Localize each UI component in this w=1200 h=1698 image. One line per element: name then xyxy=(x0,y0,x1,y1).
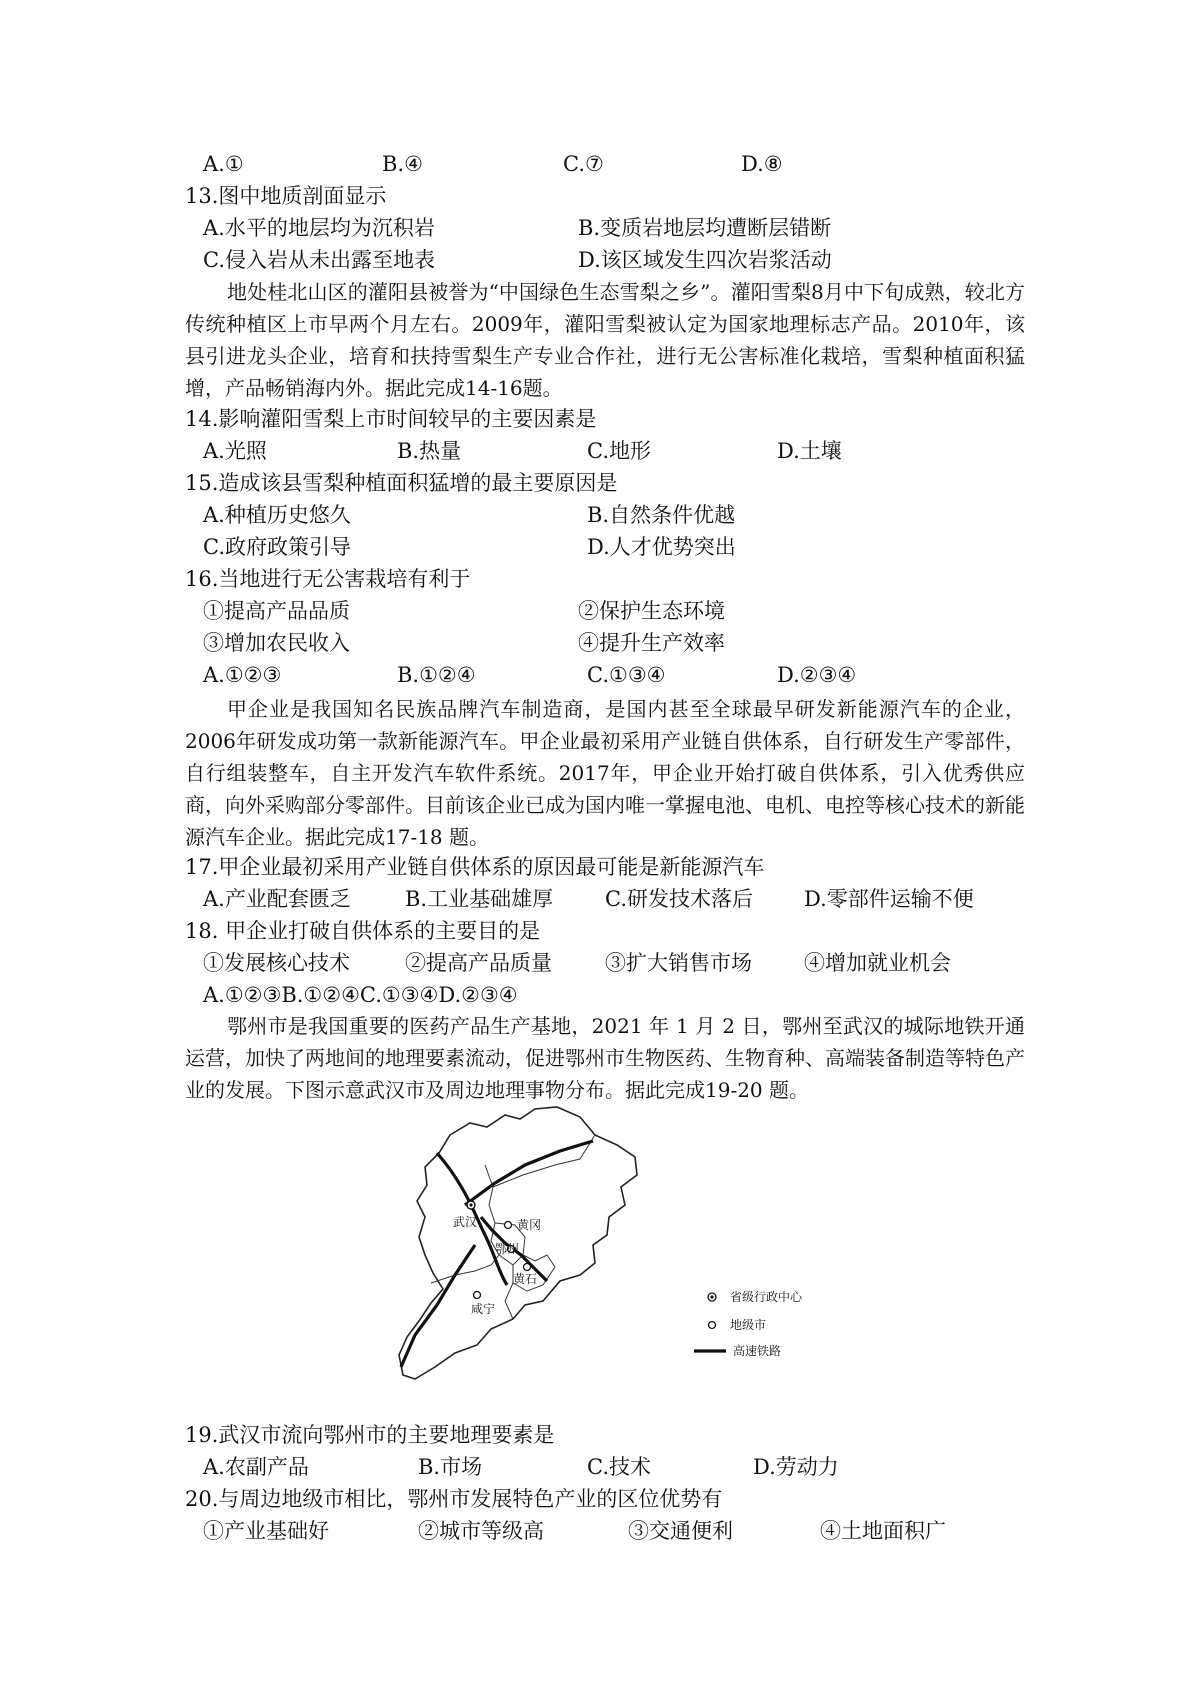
q17-stem: 17.甲企业最初采用产业链自供体系的原因最可能是新能源汽车 xyxy=(185,855,765,879)
q20-stem: 20.与周边地级市相比，鄂州市发展特色产业的区位优势有 xyxy=(185,1487,723,1511)
legend-prefecture-city: 地级市 xyxy=(730,1318,767,1332)
passage-17-18: 甲企业是我国知名民族品牌汽车制造商，是国内甚至全球最早研发新能源汽车的企业，2006年研发成功第一款新能源汽车。甲企业最初采用产业链自供体系，自行研发生产零部件，自行组装整车，自主开发汽车软件系统。2017年，甲企业开始打破自供体系，引入优秀供应商，向外采购部分零部件。目前该企业已成为国内唯一掌握电池、电机、电控等核心技术的新能源汽车企业。据此完成17-18 题。 xyxy=(185,697,1025,849)
q12-option-d[interactable]: D.⑧ xyxy=(741,152,783,176)
q19-option-d[interactable]: D.劳动力 xyxy=(753,1455,839,1479)
q15-stem: 15.造成该县雪梨种植面积猛增的最主要原因是 xyxy=(185,471,618,495)
q18-item-4: ④增加就业机会 xyxy=(804,951,951,975)
q18-options[interactable]: A.①②③B.①②④C.①③④D.②③④ xyxy=(203,983,518,1007)
boundary-north xyxy=(493,1135,595,1187)
legend-railway: 高速铁路 xyxy=(733,1344,782,1358)
q16-option-c[interactable]: C.①③④ xyxy=(587,663,666,687)
q19-stem: 19.武汉市流向鄂州市的主要地理要素是 xyxy=(185,1423,555,1447)
q16-item-4: ④提升生产效率 xyxy=(578,631,725,655)
xianning-label: 咸宁 xyxy=(471,1302,496,1316)
q14-option-c[interactable]: C.地形 xyxy=(587,439,651,463)
q14-option-d[interactable]: D.土壤 xyxy=(777,439,842,463)
q16-item-3: ③增加农民收入 xyxy=(203,631,350,655)
passage-19-20: 鄂州市是我国重要的医药产品生产基地，2021 年 1 月 2 日，鄂州至武汉的城际地铁开通运营，加快了两地间的地理要素流动，促进鄂州市生物医药、生物育种、高端装备制造等特色产业的发展。下图示意武汉市及周边地理事物分布。据此完成19-20 题。 xyxy=(185,1014,1025,1102)
provincial-center-icon xyxy=(705,1290,719,1304)
railway-icon xyxy=(692,1346,728,1356)
q15-option-a[interactable]: A.种植历史悠久 xyxy=(203,503,351,527)
q16-option-d[interactable]: D.②③④ xyxy=(777,663,857,687)
q17-option-a[interactable]: A.产业配套匮乏 xyxy=(203,887,351,911)
q14-stem: 14.影响灌阳雪梨上市时间较早的主要因素是 xyxy=(185,407,597,431)
q16-item-1: ①提高产品品质 xyxy=(203,599,350,623)
huanggang-label: 黄冈 xyxy=(517,1218,542,1232)
q19-option-a[interactable]: A.农副产品 xyxy=(203,1455,309,1479)
q15-option-d[interactable]: D.人才优势突出 xyxy=(587,535,736,559)
xianning-marker xyxy=(474,1292,481,1299)
q20-item-1: ①产业基础好 xyxy=(203,1519,329,1543)
huangshi-marker xyxy=(524,1264,531,1271)
q17-option-d[interactable]: D.零部件运输不便 xyxy=(804,887,974,911)
wuhan-region-map xyxy=(395,1105,845,1405)
q18-stem: 18. 甲企业打破自供体系的主要目的是 xyxy=(185,919,541,943)
huangshi-label: 黄石 xyxy=(513,1272,538,1286)
q19-option-c[interactable]: C.技术 xyxy=(587,1455,651,1479)
q13-stem: 13.图中地质剖面显示 xyxy=(185,184,387,208)
q18-item-1: ①发展核心技术 xyxy=(203,951,350,975)
q15-option-b[interactable]: B.自然条件优越 xyxy=(587,503,736,527)
q19-option-b[interactable]: B.市场 xyxy=(418,1455,483,1479)
huanggang-marker xyxy=(505,1222,512,1229)
ezhou-label: 鄂州 xyxy=(495,1242,520,1256)
q14-option-b[interactable]: B.热量 xyxy=(397,439,462,463)
passage-14-16: 地处桂北山区的灌阳县被誉为“中国绿色生态雪梨之乡”。灌阳雪梨8月中下旬成熟，较北方传统种植区上市早两个月左右。2009年，灌阳雪梨被认定为国家地理标志产品。2010年，该县引进龙头企业，培育和扶持雪梨生产专业合作社，进行无公害标准化栽培，雪梨种植面积猛增，产品畅销海内外。据此完成14-16题。 xyxy=(185,280,1025,400)
q20-item-3: ③交通便利 xyxy=(628,1519,733,1543)
q20-item-4: ④土地面积广 xyxy=(820,1519,946,1543)
railway-4 xyxy=(401,1245,475,1367)
q15-option-c[interactable]: C.政府政策引导 xyxy=(203,535,351,559)
q20-item-2: ②城市等级高 xyxy=(418,1519,544,1543)
q16-stem: 16.当地进行无公害栽培有利于 xyxy=(185,567,471,591)
q12-option-c[interactable]: C.⑦ xyxy=(563,152,604,176)
q17-option-c[interactable]: C.研发技术落后 xyxy=(605,887,753,911)
q13-option-a[interactable]: A.水平的地层均为沉积岩 xyxy=(203,216,435,240)
q13-option-c[interactable]: C.侵入岩从未出露至地表 xyxy=(203,248,435,272)
q13-option-b[interactable]: B.变质岩地层均遭断层错断 xyxy=(578,216,832,240)
q16-item-2: ②保护生态环境 xyxy=(578,599,725,623)
q18-item-3: ③扩大销售市场 xyxy=(605,951,752,975)
legend-provincial-center: 省级行政中心 xyxy=(730,1290,803,1304)
q12-option-a[interactable]: A.① xyxy=(203,152,244,176)
q14-option-a[interactable]: A.光照 xyxy=(203,439,267,463)
q18-item-2: ②提高产品质量 xyxy=(405,951,552,975)
q16-option-b[interactable]: B.①②④ xyxy=(397,663,476,687)
q16-option-a[interactable]: A.①②③ xyxy=(203,663,282,687)
wuhan-label: 武汉 xyxy=(453,1215,478,1229)
prefecture-city-icon xyxy=(705,1318,719,1332)
q13-option-d[interactable]: D.该区域发生四次岩浆活动 xyxy=(578,248,832,272)
q17-option-b[interactable]: B.工业基础雄厚 xyxy=(405,887,554,911)
q12-option-b[interactable]: B.④ xyxy=(382,152,423,176)
